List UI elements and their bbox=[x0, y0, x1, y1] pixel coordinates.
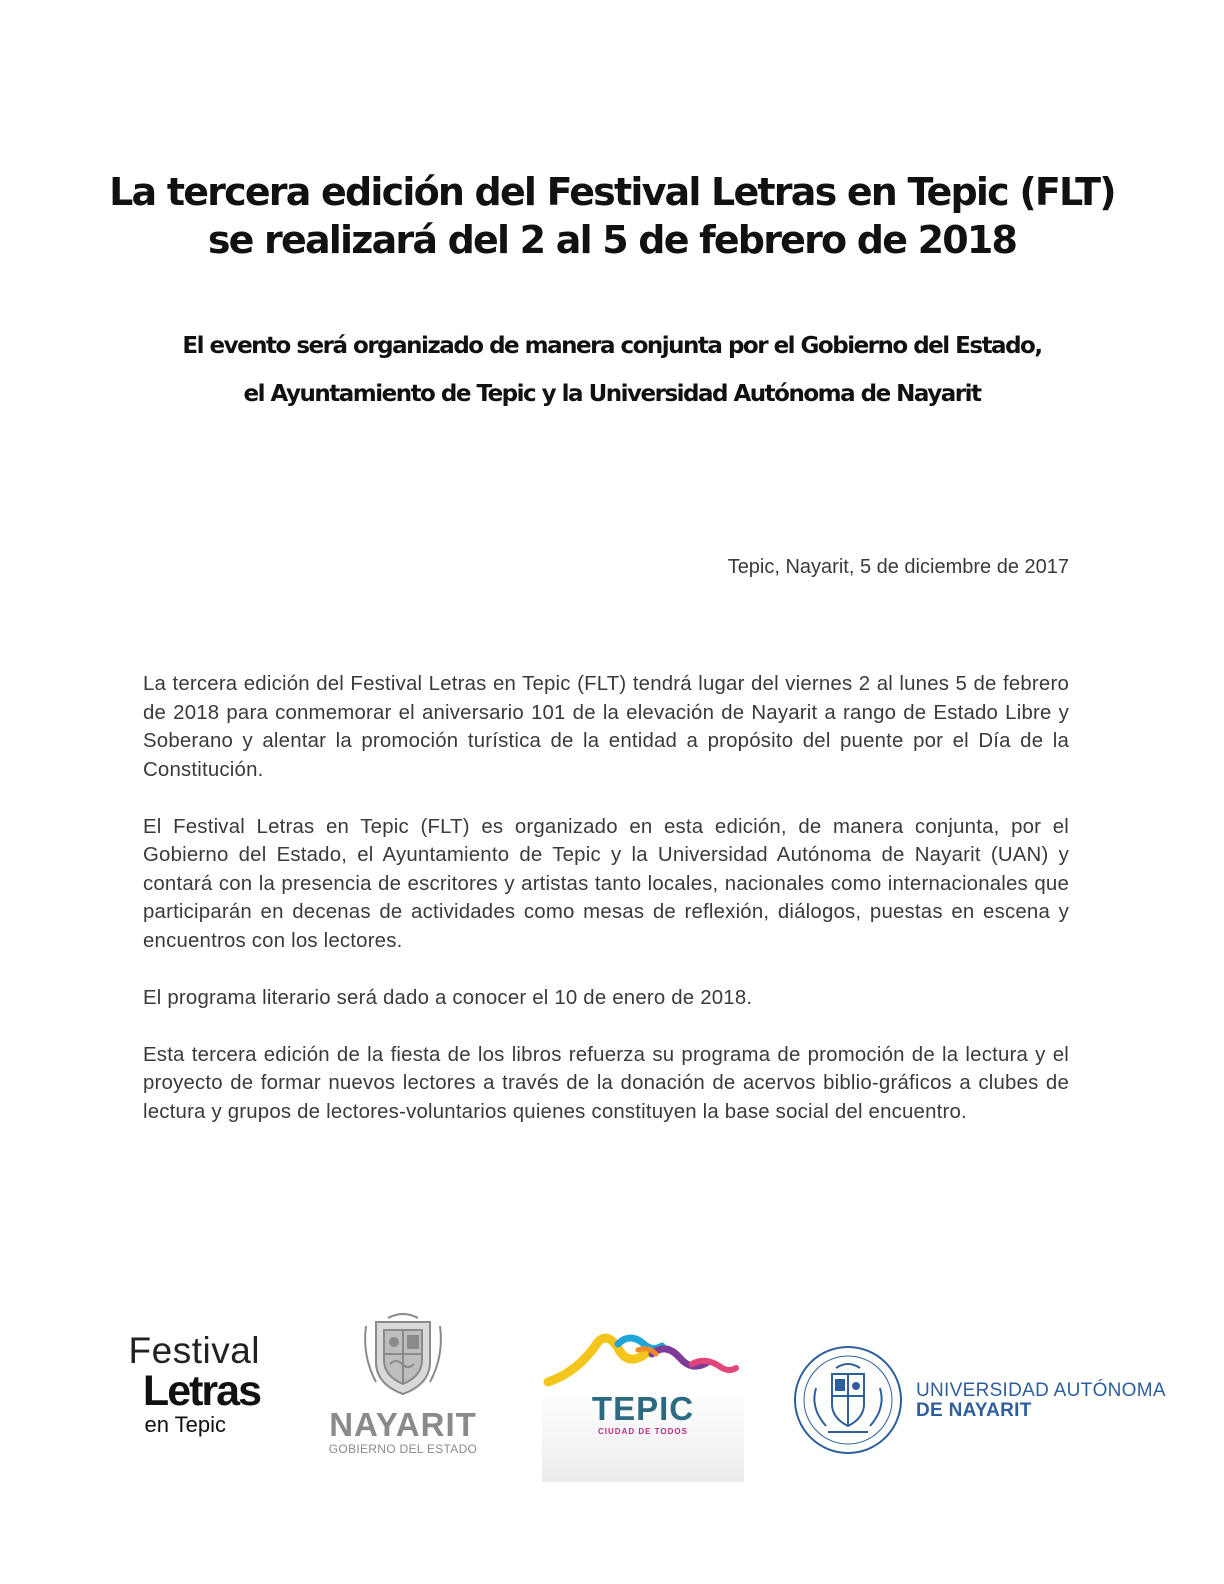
festival-logo-line1: Festival bbox=[128, 1330, 260, 1371]
title-line-2: se realizará del 2 al 5 de febrero de 2018 bbox=[207, 218, 1017, 262]
paragraph: Esta tercera edición de la fiesta de los libros refuerza su programa de promoción de la lectura y el proyecto de formar nuevos lectores a través de la donación de acervos biblio-gráficos a clubes de lectura y grupos de lectores-voluntarios quienes constituyen la base social del encuentro. bbox=[143, 1043, 1069, 1123]
document-title bbox=[60, 168, 1164, 264]
document-subtitle bbox=[60, 322, 1164, 418]
uan-logo-line2: DE NAYARIT bbox=[916, 1400, 1032, 1421]
dateline: Tepic, Nayarit, 5 de diciembre de 2017 bbox=[727, 556, 1069, 578]
nayarit-logo-name: NAYARIT bbox=[329, 1406, 477, 1443]
festival-logo-line2: Letras bbox=[142, 1367, 260, 1415]
paragraph: La tercera edición del Festival Letras en Tepic (FLT) tendrá lugar del viernes 2 al lunes 5 de febrero de 2018 para conmemorar el aniversario 101 de la elevación de Nayarit a rango de Estado Libre y Soberano y alentar la promoción turística de la entidad a propósito del puente por el Día de la Constitución. bbox=[143, 673, 1069, 781]
paragraph: El Festival Letras en Tepic (FLT) es organizado en esta edición, de manera conjunta, por el Gobierno del Estado, el Ayuntamiento de Tepic y la Universidad Autónoma de Nayarit (UAN) y contará con la presencia de escritores y artistas tanto locales, nacionales como internacionales que participarán en decenas de actividades como mesas de reflexión, diálogos, puestas en escena y encuentros con los lectores. bbox=[143, 815, 1069, 952]
nayarit-crest-icon bbox=[358, 1312, 448, 1400]
title-line-1: La tercera edición del Festival Letras en Tepic (FLT) bbox=[109, 170, 1115, 214]
subtitle-line-1: El evento será organizado de manera conjunta por el Gobierno del Estado, bbox=[182, 333, 1042, 359]
tepic-logo-name: TEPIC bbox=[591, 1390, 695, 1427]
festival-letras-logo bbox=[100, 1332, 260, 1438]
uan-seal-icon bbox=[792, 1344, 904, 1456]
tepic-logo-subtitle: CIUDAD DE TODOS bbox=[598, 1427, 688, 1436]
uan-logo bbox=[792, 1344, 1166, 1456]
nayarit-logo-subtitle: GOBIERNO DEL ESTADO bbox=[328, 1442, 478, 1456]
uan-logo-line1: UNIVERSIDAD AUTÓNOMA bbox=[916, 1380, 1166, 1401]
tepic-city-logo bbox=[542, 1330, 744, 1482]
tepic-ribbon-icon bbox=[542, 1330, 744, 1390]
nayarit-government-logo bbox=[318, 1312, 488, 1456]
festival-logo-line3: en Tepic bbox=[144, 1412, 226, 1437]
paragraph: El programa literario será dado a conocer el 10 de enero de 2018. bbox=[143, 986, 753, 1009]
body-text bbox=[143, 670, 1069, 1155]
subtitle-line-2: el Ayuntamiento de Tepic y la Universidad Autónoma de Nayarit bbox=[243, 381, 981, 407]
